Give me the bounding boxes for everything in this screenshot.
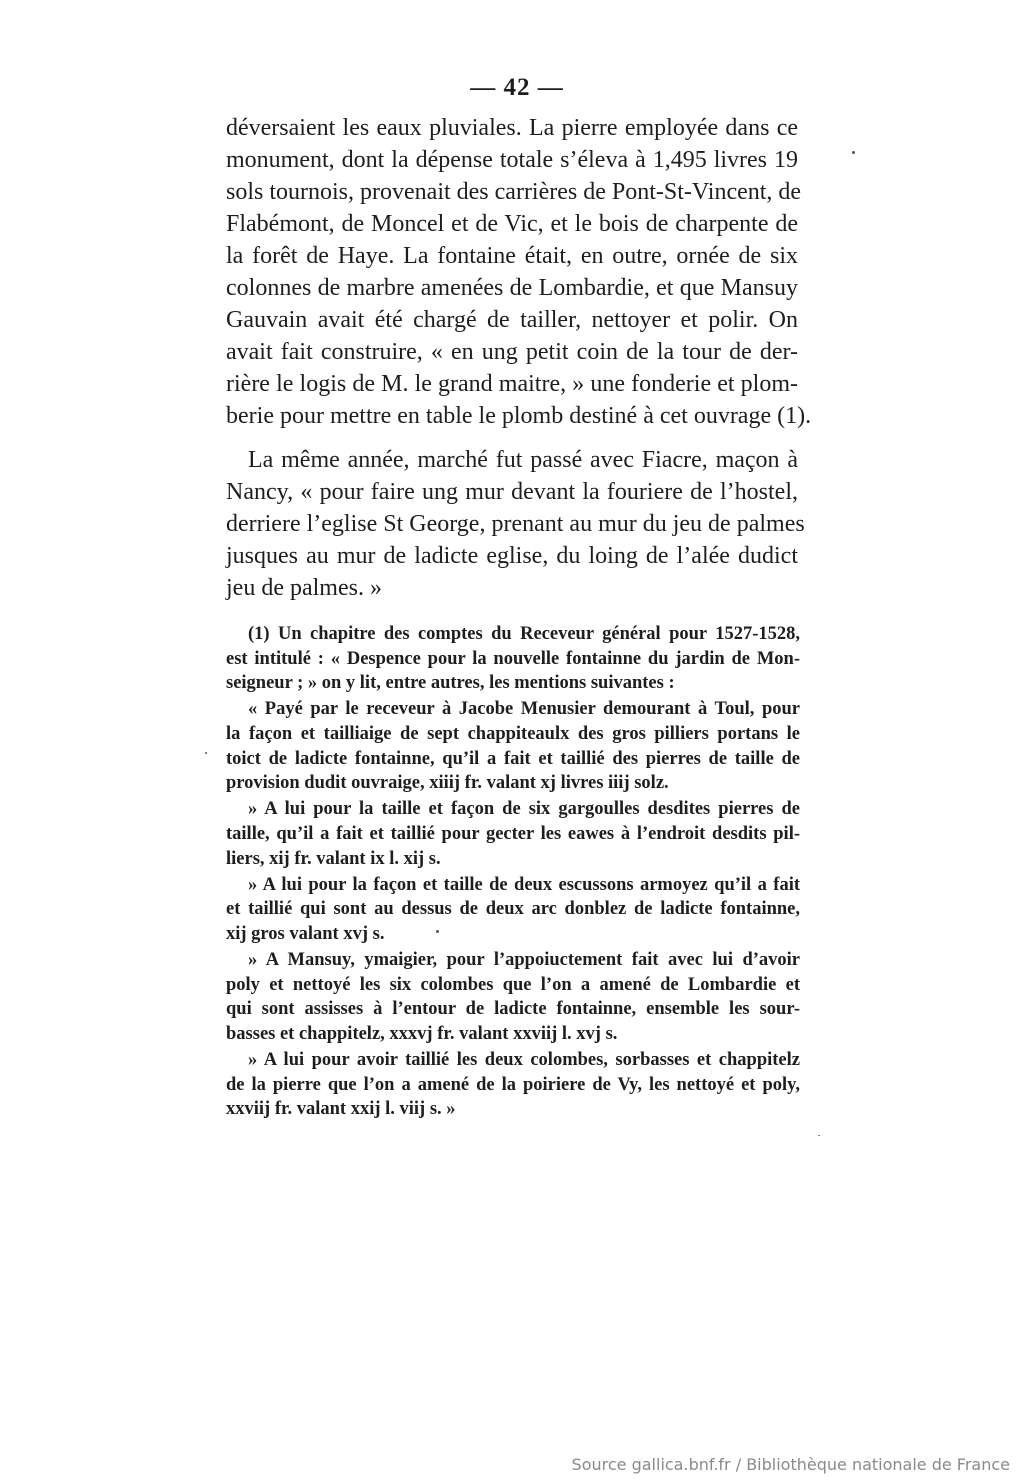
footnote: [226, 622, 800, 1122]
text-line: La même année, marché fut passé avec Fiacre, maçon à: [248, 447, 798, 473]
text-line: colonnes de marbre amenées de Lombardie, et que Mansuy: [226, 275, 798, 301]
footnote-line: » A Mansuy, ymaigier, pour l’appoiuctement fait avec lui d’avoir: [248, 950, 800, 971]
text-line: avait fait construire, « en ung petit coin de la tour de der-: [226, 339, 798, 365]
scan-speck: [852, 151, 855, 154]
main-text: [226, 112, 812, 604]
scan-speck: [205, 752, 207, 754]
footnote-line: poly et nettoyé les six colombes que l’on a amené de Lombardie et: [226, 974, 800, 995]
footnote-line: qui sont assisses à l’entour de ladicte fontainne, ensemble les sour-: [226, 999, 800, 1020]
source-credit: Source gallica.bnf.fr / Bibliothèque nationale de France: [571, 1455, 1010, 1474]
footnote-line: basses et chappitelz, xxxvj fr. valant xxviij l. xvj s.: [226, 1023, 618, 1044]
text-line: Nancy, « pour faire ung mur devant la fouriere de l’hostel,: [226, 479, 798, 505]
footnote-line: (1) Un chapitre des comptes du Receveur général pour 1527-1528,: [248, 624, 800, 644]
text-line: monument, dont la dépense totale s’éleva à 1,495 livres 19: [226, 147, 798, 173]
text-line: berie pour mettre en table le plomb destiné à cet ouvrage (1).: [226, 403, 812, 429]
footnote-line: taille, qu’il a fait et taillié pour gecter les eawes à l’endroit desdits pil-: [226, 823, 800, 844]
text-line: rière le logis de M. le grand maitre, » une fonderie et plom-: [226, 371, 798, 397]
text-line: sols tournois, provenait des carrières de Pont-St-Vincent, de: [226, 179, 802, 205]
text-line: la forêt de Haye. La fontaine était, en outre, ornée de six: [226, 243, 798, 269]
text-line: déversaient les eaux pluviales. La pierre employée dans ce: [226, 115, 798, 141]
footnote-line: toict de ladicte fontainne, qu’il a fait et taillié des pierres de taille de: [226, 748, 800, 769]
footnote-line: de la pierre que l’on a amené de la poiriere de Vy, les nettoyé et poly,: [226, 1074, 800, 1095]
footnote-line: xxviij fr. valant xxij l. viij s. »: [226, 1099, 456, 1120]
footnote-line: et taillié qui sont au dessus de deux arc donblez de ladicte fontainne,: [226, 899, 800, 920]
footnote-line: provision dudit ouvraige, xiiij fr. valant xj livres iiij solz.: [226, 773, 669, 794]
footnote-line: » A lui pour avoir taillié les deux colombes, sorbasses et chappitelz: [248, 1050, 800, 1071]
text-line: Flabémont, de Moncel et de Vic, et le bois de charpente de: [226, 211, 798, 237]
scan-speck: [436, 930, 439, 933]
footnote-line: la façon et tailliaige de sept chappiteaulx des gros pilliers portans le: [226, 723, 800, 744]
footnote-line: est intitulé : « Despence pour la nouvelle fontainne du jardin de Mon-: [226, 648, 800, 669]
footnote-line: liers, xij fr. valant ix l. xij s.: [226, 848, 441, 869]
footnote-line: « Payé par le receveur à Jacobe Menusier demourant à Toul, pour: [248, 699, 800, 720]
text-line: derriere l’eglise St George, prenant au mur du jeu de palmes: [226, 511, 805, 537]
page-number: — 42 —: [470, 74, 564, 101]
text-line: Gauvain avait été chargé de tailler, nettoyer et polir. On: [226, 307, 798, 333]
footnote-line: » A lui pour la façon et taille de deux escussons armoyez qu’il a fait: [248, 874, 800, 895]
text-line: jusques au mur de ladicte eglise, du loing de l’alée dudict: [226, 543, 798, 569]
footnote-line: xij gros valant xvj s.: [226, 923, 385, 944]
scan-speck: [818, 1135, 820, 1136]
footnote-line: seigneur ; » on y lit, entre autres, les mentions suivantes :: [226, 673, 675, 694]
text-line: jeu de palmes. »: [226, 575, 382, 601]
footnote-line: » A lui pour la taille et façon de six gargoulles desdites pierres de: [248, 799, 800, 820]
